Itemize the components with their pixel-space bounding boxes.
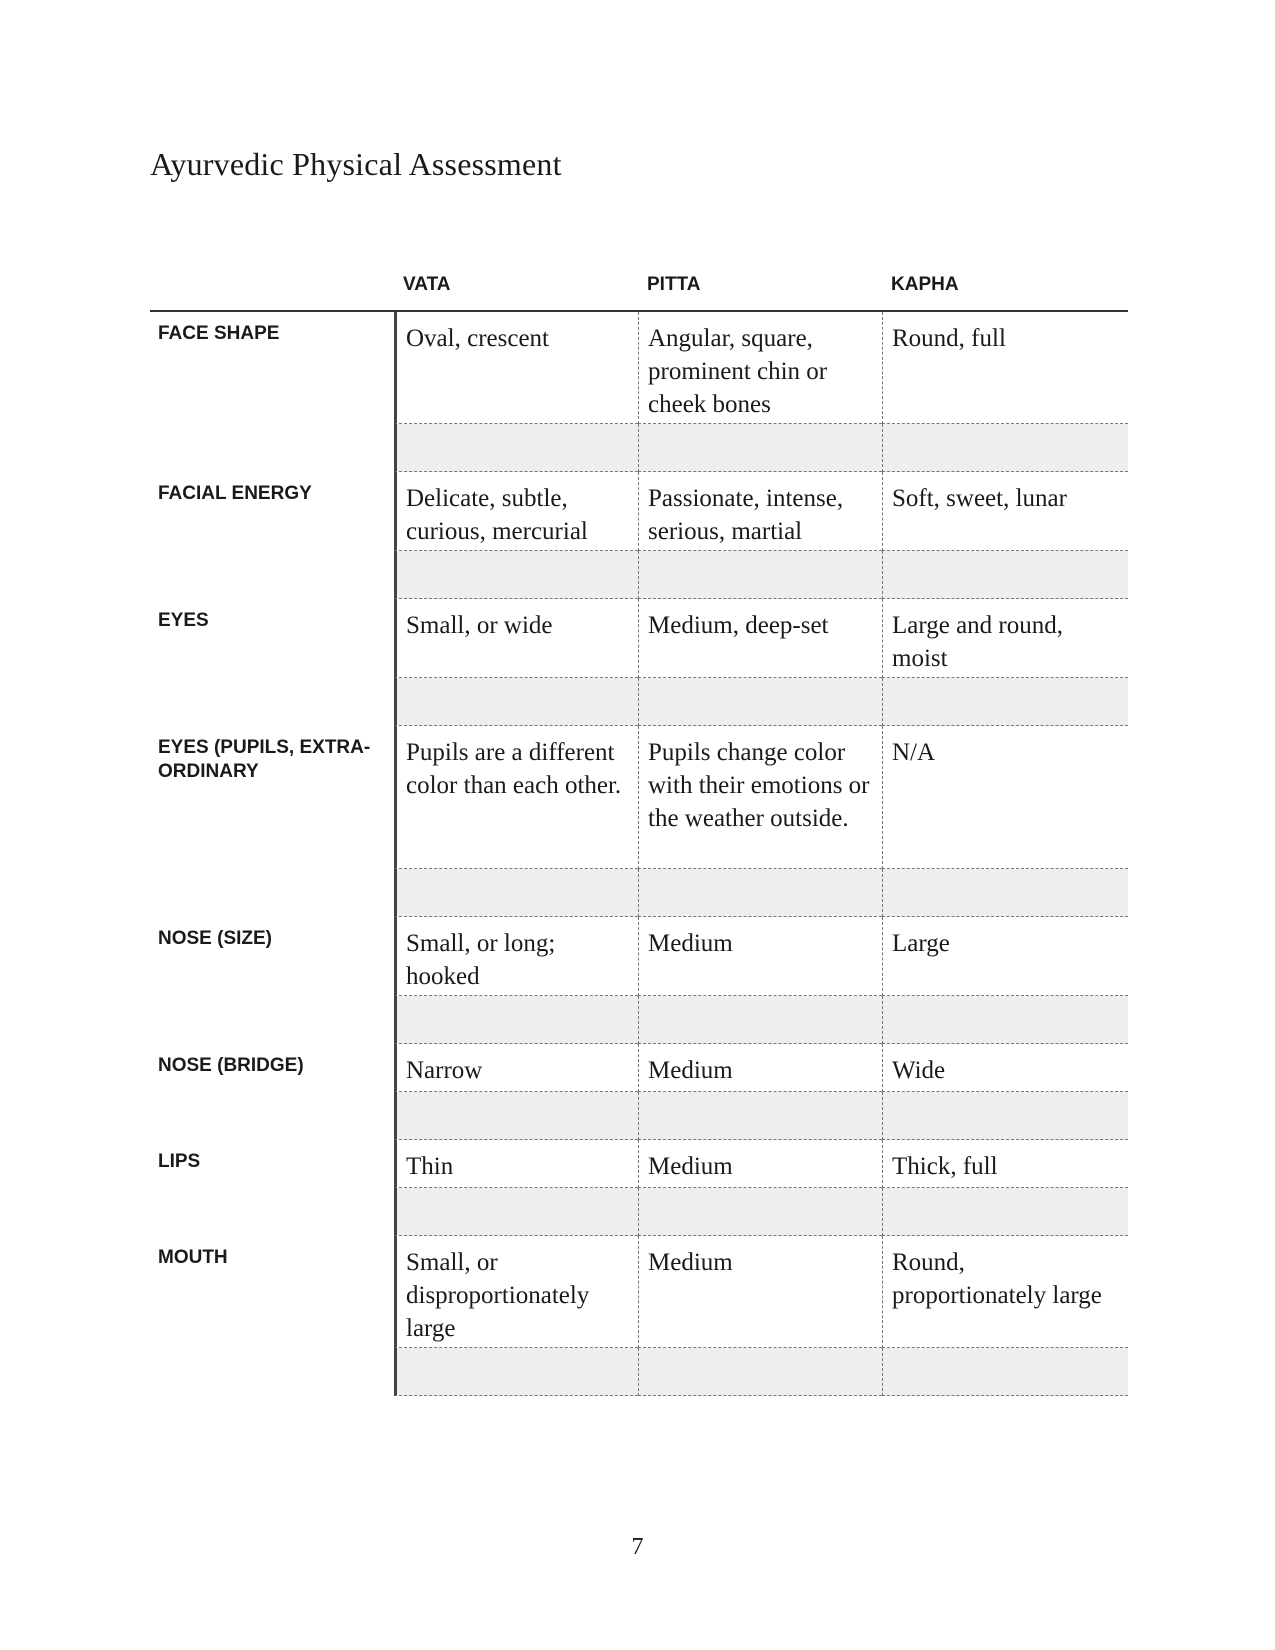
blank-label-cell	[150, 996, 394, 1044]
blank-label-cell	[150, 1188, 394, 1236]
kapha-cell: Thick, full	[882, 1140, 1128, 1188]
pitta-blank-cell	[638, 424, 882, 472]
row-label: FACIAL ENERGY	[158, 483, 312, 504]
kapha-blank-cell	[882, 424, 1128, 472]
table-row	[150, 312, 1128, 424]
blank-label-cell	[150, 1348, 394, 1396]
table-row	[150, 917, 1128, 996]
pitta-cell: Medium	[638, 1044, 882, 1092]
row-label: MOUTH	[158, 1247, 228, 1268]
blank-row	[150, 996, 1128, 1044]
header-vata: VATA	[403, 274, 451, 295]
pitta-blank-cell	[638, 1092, 882, 1140]
table-header-row	[150, 262, 1128, 312]
blank-row	[150, 678, 1128, 726]
vata-cell: Small, or disproportionately large	[394, 1236, 638, 1348]
pitta-blank-cell	[638, 551, 882, 599]
kapha-blank-cell	[882, 678, 1128, 726]
blank-label-cell	[150, 1092, 394, 1140]
row-label: LIPS	[158, 1151, 201, 1172]
blank-row	[150, 424, 1128, 472]
vata-blank-cell	[394, 678, 638, 726]
table-row	[150, 472, 1128, 551]
pitta-cell: Medium	[638, 917, 882, 996]
kapha-cell: Large	[882, 917, 1128, 996]
pitta-cell: Passionate, intense, serious, martial	[638, 472, 882, 551]
vata-blank-cell	[394, 424, 638, 472]
vata-blank-cell	[394, 869, 638, 917]
kapha-blank-cell	[882, 869, 1128, 917]
vata-cell: Small, or wide	[394, 599, 638, 678]
blank-label-cell	[150, 424, 394, 472]
page-number: 7	[631, 1534, 644, 1560]
vata-blank-cell	[394, 1092, 638, 1140]
vata-blank-cell	[394, 996, 638, 1044]
pitta-cell: Pupils change color with their emotions or the weather outside.	[638, 726, 882, 869]
blank-label-cell	[150, 551, 394, 599]
row-label: EYES	[158, 610, 209, 631]
blank-label-cell	[150, 869, 394, 917]
kapha-blank-cell	[882, 551, 1128, 599]
vata-blank-cell	[394, 551, 638, 599]
kapha-cell: Round, full	[882, 312, 1128, 424]
blank-row	[150, 1092, 1128, 1140]
vata-cell: Pupils are a different color than each other.	[394, 726, 638, 869]
pitta-cell: Medium	[638, 1236, 882, 1348]
pitta-cell: Angular, square, prominent chin or cheek bones	[638, 312, 882, 424]
vata-blank-cell	[394, 1348, 638, 1396]
pitta-blank-cell	[638, 1348, 882, 1396]
row-label: EYES (PUPILS, EXTRA-ORDINARY	[158, 737, 371, 782]
pitta-blank-cell	[638, 1188, 882, 1236]
kapha-blank-cell	[882, 996, 1128, 1044]
kapha-cell: N/A	[882, 726, 1128, 869]
table-row	[150, 599, 1128, 678]
header-pitta: PITTA	[647, 274, 701, 295]
pitta-cell: Medium	[638, 1140, 882, 1188]
table-row	[150, 1236, 1128, 1348]
pitta-blank-cell	[638, 678, 882, 726]
kapha-cell: Soft, sweet, lunar	[882, 472, 1128, 551]
vata-cell: Small, or long; hooked	[394, 917, 638, 996]
vata-blank-cell	[394, 1188, 638, 1236]
page-title: Ayurvedic Physical Assessment	[150, 146, 562, 182]
blank-row	[150, 1188, 1128, 1236]
kapha-blank-cell	[882, 1348, 1128, 1396]
pitta-blank-cell	[638, 996, 882, 1044]
vata-cell: Thin	[394, 1140, 638, 1188]
kapha-cell: Large and round, moist	[882, 599, 1128, 678]
blank-row	[150, 1348, 1128, 1396]
header-kapha: KAPHA	[891, 274, 959, 295]
row-label: FACE SHAPE	[158, 323, 280, 344]
pitta-blank-cell	[638, 869, 882, 917]
blank-row	[150, 551, 1128, 599]
row-label: NOSE (SIZE)	[158, 928, 273, 949]
vata-cell: Narrow	[394, 1044, 638, 1092]
table-row	[150, 1044, 1128, 1092]
pitta-cell: Medium, deep-set	[638, 599, 882, 678]
vata-cell: Oval, crescent	[394, 312, 638, 424]
header-empty	[150, 262, 394, 310]
assessment-table	[150, 262, 1128, 1396]
blank-row	[150, 869, 1128, 917]
table-row	[150, 726, 1128, 869]
row-label: NOSE (BRIDGE)	[158, 1055, 304, 1076]
vata-cell: Delicate, subtle, curious, mercurial	[394, 472, 638, 551]
kapha-blank-cell	[882, 1188, 1128, 1236]
blank-label-cell	[150, 678, 394, 726]
kapha-blank-cell	[882, 1092, 1128, 1140]
kapha-cell: Round, proportionately large	[882, 1236, 1128, 1348]
kapha-cell: Wide	[882, 1044, 1128, 1092]
table-row	[150, 1140, 1128, 1188]
